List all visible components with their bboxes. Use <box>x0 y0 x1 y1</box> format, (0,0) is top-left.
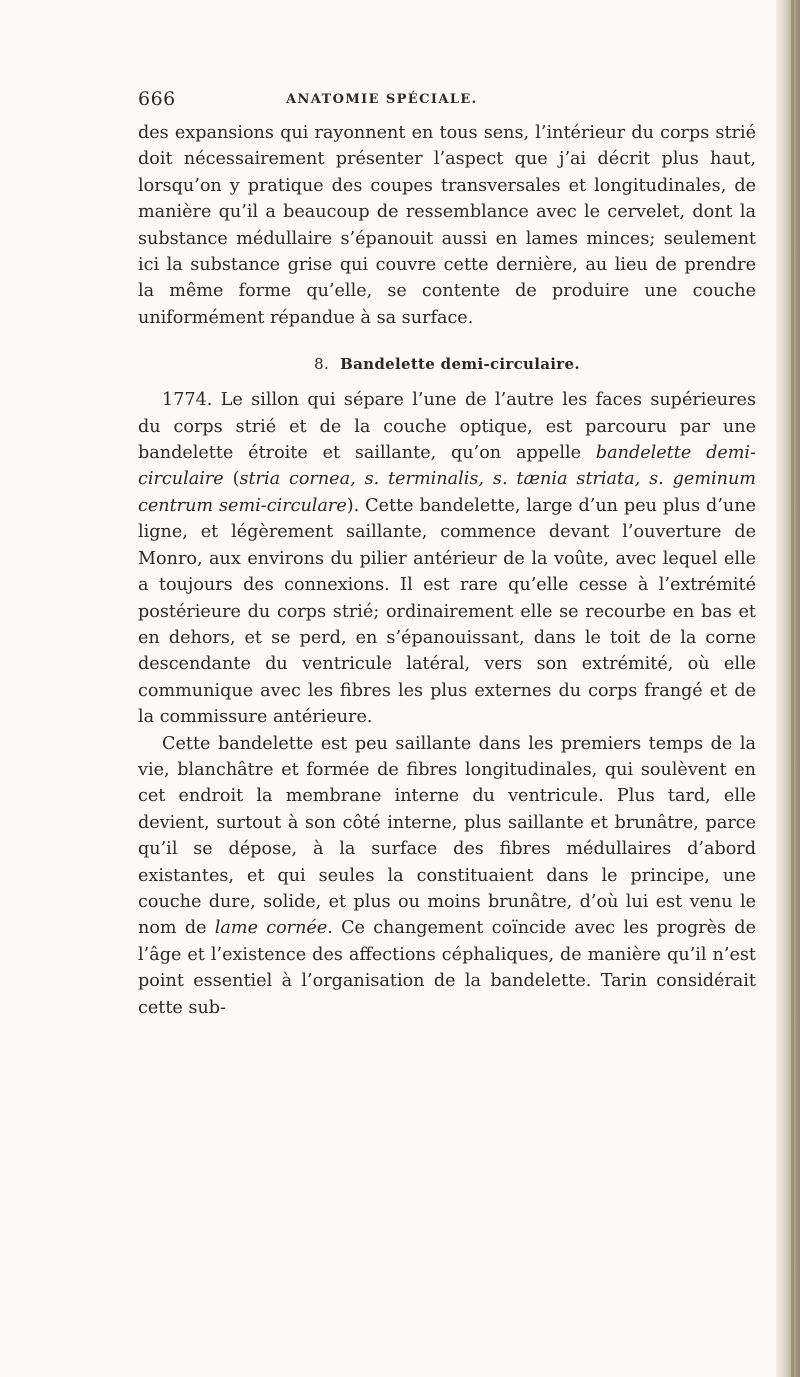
paragraph-2-number: 1774. <box>162 390 213 411</box>
paragraph-3-italic-a: lame cornée <box>214 918 328 939</box>
section-heading <box>138 355 756 373</box>
page-text-area <box>138 88 756 1021</box>
paragraph-1: des expansions qui rayonnent en tous sens, l’intérieur du corps strié doit nécessairement présenter l’aspect que j’ai décrit plus haut, lorsqu’on y pratique des coupes transversales et longitudinales, de manière qu’il a beaucoup de ressemblance avec le cervelet, dont la substance médullaire s’épanouit aussi en lames minces; seulement ici la substance grise qui couvre cette dernière, au lieu de prendre la même forme qu’elle, se contente de produire une couche uniformément répandue à sa surface. <box>138 123 756 328</box>
paragraph-2-italic-b: stria cornea, s. terminalis, s. tænia striata, s. geminum centrum semi-circulare <box>138 469 756 516</box>
running-head: ANATOMIE SPÉCIALE. <box>286 92 478 107</box>
paragraph-3-text-a: Cette bandelette est peu saillante dans les premiers temps de la vie, blanchâtre et formée de fibres longitudinales, qui soulèvent en cet endroit la membrane interne du ventricule. Plus tard, elle devient, surtout à son côté interne, plus saillante et brunâtre, parce qu’il se dépose, à la surface des fibres médullaires d’abord existantes, et qui seules la constituaient dans le principe, une couche dure, solide, et plus ou moins brunâtre, d’où lui est venu le nom de <box>138 733 756 939</box>
page-header <box>138 88 756 114</box>
paragraph-2-text-b: ( <box>223 469 240 490</box>
section-title: Bandelette demi-circulaire. <box>340 355 580 374</box>
paragraph-3-text-b: . Ce changement coïncide avec les progrès de l’âge et l’existence des affections céphaliques, de manière qu’il n’est point essentiel à l’organisation de la bandelette. Tarin considérait cette sub- <box>138 918 756 1018</box>
section-number: 8. <box>314 355 330 374</box>
page-number: 666 <box>138 88 176 110</box>
scan-edge-shadow <box>776 0 800 1377</box>
paragraph-2-text-c: ). Cette bandelette, large d’un peu plus d’une ligne, et légèrement saillante, commence devant l’ouverture de Monro, aux environs du pilier antérieur de la voûte, avec lequel elle a toujours des connexions. Il est rare qu’elle cesse à l’extrémité postérieure du corps strié; ordinairement elle se recourbe en bas et en dehors, et se perd, en s’épanouissant, dans le toit de la corne descendante du ventricule latéral, vers son extrémité, où elle communique avec les fibres les plus externes du corps frangé et de la commissure antérieure. <box>138 495 756 728</box>
paragraph-2 <box>138 387 756 730</box>
paragraph-2-italic-a: bandelette demi-circulaire <box>138 443 756 490</box>
paragraph-2-text-a: Le sillon qui sépare l’une de l’autre les faces supérieures du corps strié et de la couche optique, est parcouru par une bandelette étroite et saillante, qu’on appelle <box>138 390 756 464</box>
paragraph-3 <box>138 731 756 1021</box>
